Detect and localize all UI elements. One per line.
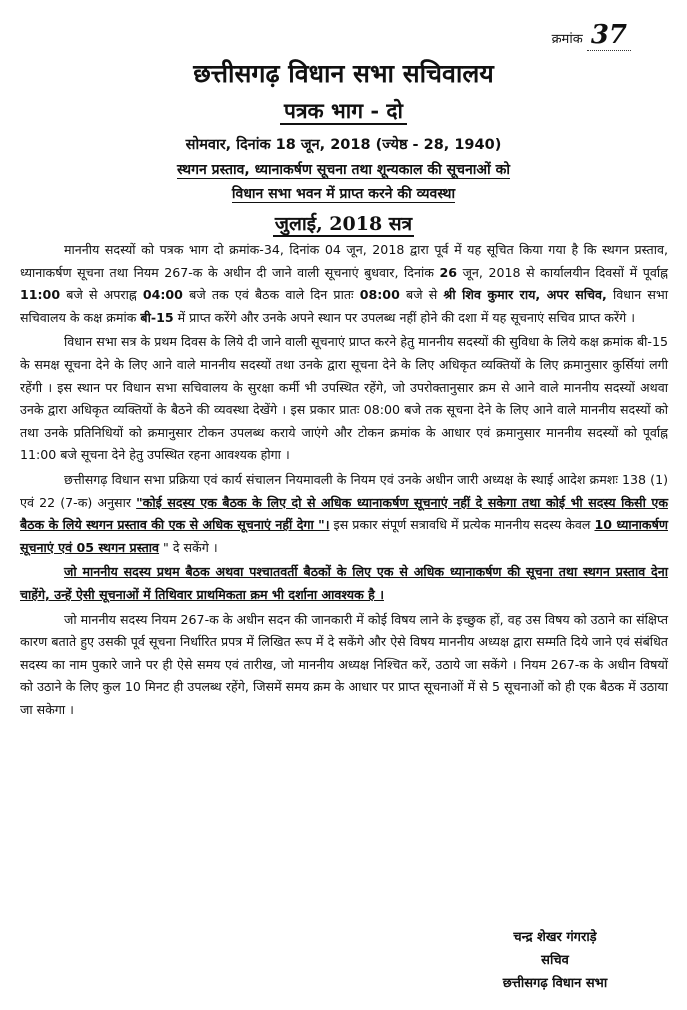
para1-time-session: 08:00	[359, 287, 400, 303]
subtitle-text: पत्रक भाग - दो	[280, 98, 407, 125]
document-body	[20, 239, 668, 721]
para1-text-3: बजे से अपराह्न	[60, 287, 143, 303]
date-line: सोमवार, दिनांक 18 जून, 2018 (ज्येष्ठ - 28, 1940)	[185, 137, 502, 153]
signature-block	[450, 926, 660, 995]
heading-line-2	[0, 184, 687, 203]
heading-line-2-text: विधान सभा भवन में प्राप्त करने की व्यवस्था	[231, 186, 456, 202]
para1-text-1: माननीय सदस्यों को पत्रक भाग दो क्रमांक-34, दिनांक 04 जून, 2018 द्वारा पूर्व में यह सूचित किया गया है कि स्थगन प्रस्ताव, ध्यानाकर्षण सूचना तथा नियम 267-क के अधीन दी जाने वाली सूचनाएं बुधवार, दिनांक	[20, 242, 668, 280]
document-subtitle	[0, 97, 687, 125]
para1-time-start: 11:00	[20, 287, 61, 303]
para3-limit: 10 ध्यानाकर्षण सूचनाएं एवं 05 स्थगन प्रस्ताव	[20, 517, 668, 555]
para1-text-6: विधान सभा सचिवालय के कक्ष क्रमांक	[20, 287, 669, 325]
serial-number	[552, 20, 631, 50]
para3-rule-quote: "कोई सदस्य एक बैठक के लिए दो से अधिक ध्यानाकर्षण सूचनाएं नहीं दे सकेगा तथा कोई भी सदस्य किसी एक बैठक के लिये स्थगन प्रस्ताव की एक से अधिक सूचनाएं नहीं देगा "।	[20, 494, 668, 533]
para3-text-3: " दे सकेंगे ।	[159, 539, 218, 555]
para1-text-2: जून, 2018 से कार्यालयीन दिवसों में पूर्वाह्न	[457, 264, 668, 280]
heading-line-1-text: स्थगन प्रस्ताव, ध्यानाकर्षण सूचना तथा शून्यकाल की सूचनाओं को	[176, 162, 510, 178]
paragraph-4: जो माननीय सदस्य प्रथम बैठक अथवा पश्चातवर्ती बैठकों के लिए एक से अधिक ध्यानाकर्षण की सूचना तथा स्थगन प्रस्ताव देना चाहेंगे, उन्हें ऐसी सूचनाओं में तिथिवार प्राथमिकता क्रम भी दर्शाना आवश्यक है ।	[20, 564, 668, 602]
signatory-name: चन्द्र शेखर गंगराड़े	[513, 930, 597, 945]
para1-text-5: बजे से	[399, 287, 444, 303]
para3-text-1: छत्तीसगढ़ विधान सभा प्रक्रिया एवं कार्य संचालन नियमावली के नियम एवं उनके अधीन जारी अध्यक्ष के स्थाई आदेश क्रमशः 138 (1) एवं 22 (7-क) अनुसार	[20, 471, 668, 510]
signatory-office: छत्तीसगढ़ विधान सभा	[502, 976, 608, 991]
serial-value: 37	[587, 20, 631, 51]
signatory-designation: सचिव	[541, 953, 569, 968]
para1-officer: श्री शिव कुमार राय, अपर सचिव,	[443, 287, 607, 303]
paragraph-5: जो माननीय सदस्य नियम 267-क के अधीन सदन की जानकारी में कोई विषय लाने के इच्छुक हों, वह उस विषय को उठाने का संक्षिप्त कारण बताते हुए उसकी पूर्व सूचना निर्धारित प्रपत्र में लिखित रूप में दे सकेंगे और ऐसे विषय माननीय अध्यक्ष द्वारा सम्मति दिये जाने एवं संबंधित सदस्य का नाम पुकारे जाने पर ही ऐसे समय एवं तारीख, जो माननीय अध्यक्ष निश्चित करें, उठाये जा सकेंगे । नियम 267-क के अधीन विषयों को उठाने के लिए कुल 10 मिनट ही उपलब्ध रहेंगे, जिसमें समय क्रम के आधार पर प्राप्त सूचनाओं में से 5 सूचनाओं को ही एक बैठक में उठाया जा सकेगा ।	[20, 611, 668, 717]
para1-date: 26	[439, 264, 457, 280]
session-text: जुलाई, 2018 सत्र	[274, 213, 413, 235]
paragraph-1	[20, 239, 668, 329]
session-title	[0, 210, 687, 236]
para1-room: बी-15	[140, 309, 174, 325]
serial-label: क्रमांक	[551, 32, 583, 47]
office-title: छत्तीसगढ़ विधान सभा सचिवालय	[193, 59, 494, 88]
para1-time-end: 04:00	[142, 287, 183, 303]
para1-text-7: में प्राप्त करेंगे और उनके अपने स्थान पर उपलब्ध नहीं होने की दशा में यह सूचनाएं सचिव प्राप्त करेंगे ।	[173, 309, 636, 325]
para1-text-4: बजे तक एवं बैठक वाले दिन प्रातः	[182, 287, 360, 303]
para3-text-2: इस प्रकार संपूर्ण सत्रावधि में प्रत्येक माननीय सदस्य केवल	[329, 517, 595, 533]
paragraph-3	[20, 469, 668, 559]
heading-line-1	[0, 160, 687, 179]
paragraph-2: विधान सभा सत्र के प्रथम दिवस के लिये दी जाने वाली सूचनाएं प्राप्त करने हेतु माननीय सदस्यों की सुविधा के लिये कक्ष क्रमांक बी-15 के समक्ष सूचना देने के लिए आने वाले माननीय सदस्यों तथा उनके द्वारा सूचना देने के लिए अधिकृत व्यक्तियों के लिए क्रमानुसार कुर्सियां लगी रहेंगी । इस स्थान पर विधान सभा सचिवालय के सुरक्षा कर्मी भी उपस्थित रहेंगे, जो उपरोक्तानुसार क्रम से आने वाले माननीय सदस्यों अथवा उनके द्वारा अधिकृत व्यक्तियों के बैठने की व्यवस्था देखेंगे । इस प्रकार प्रातः 08:00 बजे तक सूचना देने के लिए आने वाले माननीय सदस्यों को तथा उनके प्रतिनिधियों को क्रमानुसार टोकन उपलब्ध कराये जाएंगे और टोकन क्रमांक के आधार एवं क्रमानुसार माननीय सदस्यों को पूर्वाह्न 11:00 बजे सूचना देने हेतु उपस्थित रहना आवश्यक होगा ।	[20, 334, 668, 463]
